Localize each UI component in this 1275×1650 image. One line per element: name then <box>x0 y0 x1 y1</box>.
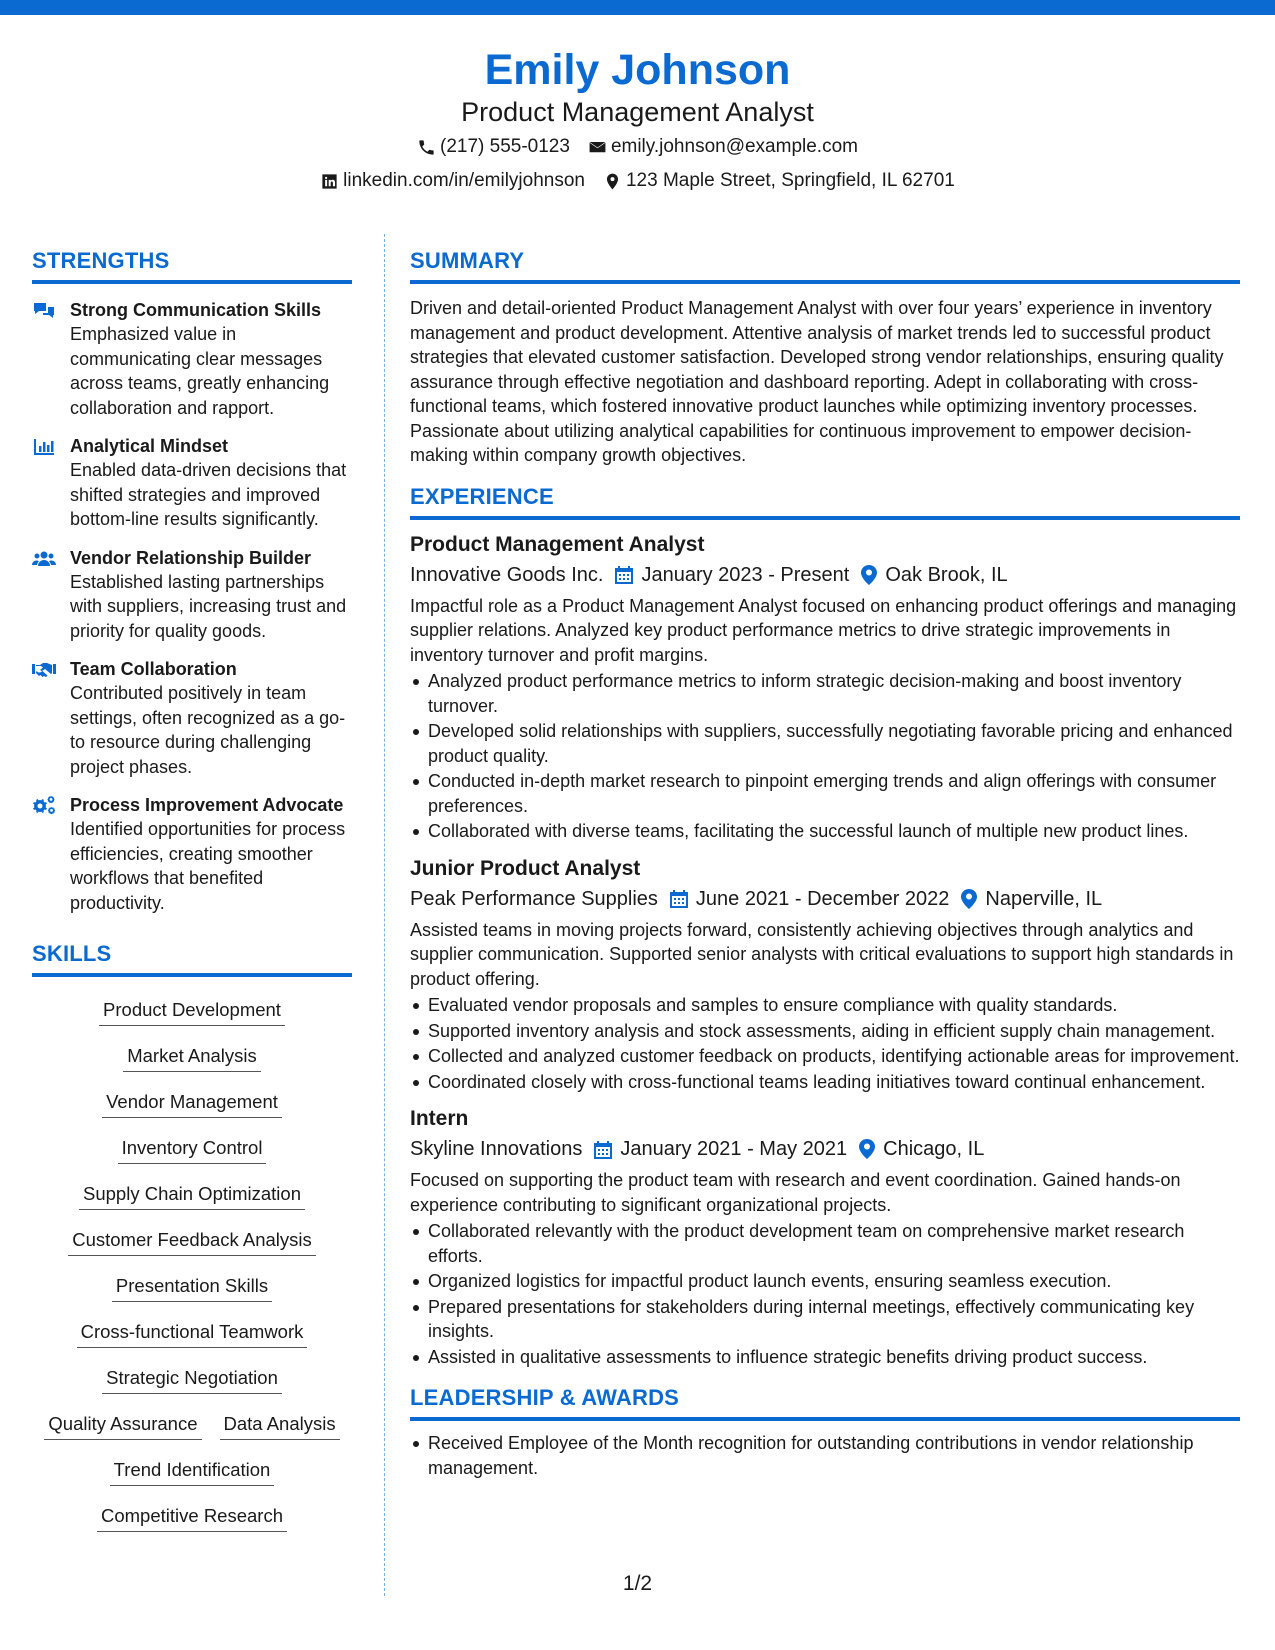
summary-text: Driven and detail-oriented Product Management Analyst with over four years’ experience in inventory management and product development. Attentive analysis of market trends led to successful product strategies that elevated customer satisfaction. Developed strong vendor relationships, ensuring quality assurance through effective negotiation and dashboard reporting. Adept in collaborating with cross-functional teams, which fostered innovative product launches while optimizing inventory processes. Passionate about utilizing analytical capabilities for continuous improvement to empower decision-making within company growth objectives. <box>410 298 1224 465</box>
job-dates: June 2021 - December 2022 <box>695 887 950 910</box>
job-bullet: Collaborated relevantly with the product development team on comprehensive market research efforts. <box>410 1219 1240 1268</box>
skills-row <box>32 1035 352 1081</box>
skill-tag: Inventory Control <box>118 1135 267 1164</box>
phone-icon <box>417 138 436 157</box>
job-bullet: Prepared presentations for stakeholders during internal meetings, effectively communicating key insights. <box>410 1295 1240 1344</box>
job-bullet: Coordinated closely with cross-functional teams leading initiatives toward continual enhancement. <box>410 1070 1240 1095</box>
right-column <box>410 246 1240 1481</box>
job-description: Assisted teams in moving projects forward, consistently achieving objectives through analytics and supplier communication. Supported senior analysts with critical evaluations to support high standards in product offering. <box>410 919 1234 989</box>
calendar-icon <box>594 1140 612 1159</box>
skills-list <box>32 989 352 1541</box>
job-bullet: Assisted in qualitative assessments to influence strategic benefits driving product success. <box>410 1345 1240 1370</box>
linkedin-text[interactable]: linkedin.com/in/emilyjohnson <box>343 170 585 191</box>
contact-row-1 <box>0 132 1275 162</box>
skill-tag: Trend Identification <box>110 1457 275 1486</box>
job-company: Peak Performance Supplies <box>410 887 658 910</box>
job-title: Junior Product Analyst <box>410 856 641 880</box>
skills-row <box>32 1357 352 1403</box>
strength-desc: Established lasting partnerships with suppliers, increasing trust and priority for quality goods. <box>70 571 347 641</box>
bar-chart-icon <box>32 437 56 457</box>
job-meta <box>410 884 1240 914</box>
skill-tag: Strategic Negotiation <box>102 1365 282 1394</box>
skill-tag: Market Analysis <box>123 1043 261 1072</box>
job-entry <box>410 530 1240 844</box>
handshake-icon <box>32 660 56 680</box>
job-bullet: Evaluated vendor proposals and samples to ensure compliance with quality standards. <box>410 993 1240 1018</box>
top-accent-bar <box>0 0 1275 15</box>
skills-row <box>32 1127 352 1173</box>
linkedin-contact[interactable] <box>320 166 585 196</box>
email-text[interactable]: emily.johnson@example.com <box>610 136 858 157</box>
job-bullet: Collected and analyzed customer feedback on products, identifying actionable areas for improvement. <box>410 1044 1240 1069</box>
job-bullet: Analyzed product performance metrics to inform strategic decision-making and boost inventory turnover. <box>410 669 1240 718</box>
skill-tag: Vendor Management <box>102 1089 282 1118</box>
left-column <box>32 246 352 1541</box>
skills-row <box>32 1495 352 1541</box>
skill-tag: Presentation Skills <box>112 1273 272 1302</box>
users-icon <box>32 549 56 569</box>
address-text: 123 Maple Street, Springfield, IL 62701 <box>625 170 955 191</box>
map-pin-icon <box>859 1139 875 1159</box>
skills-heading: SKILLS <box>32 939 352 977</box>
strength-item <box>32 546 352 644</box>
skills-row <box>32 1311 352 1357</box>
calendar-icon <box>670 889 688 908</box>
job-bullet: Developed solid relationships with suppliers, successfully negotiating favorable pricing and enhanced product quality. <box>410 719 1240 768</box>
skill-tag: Quality Assurance <box>44 1411 201 1440</box>
linkedin-icon <box>320 172 339 191</box>
job-bullets <box>410 669 1240 844</box>
map-pin-icon <box>861 565 877 585</box>
skills-row <box>32 1403 352 1449</box>
skills-row <box>32 1265 352 1311</box>
skills-row <box>32 989 352 1035</box>
job-bullets <box>410 993 1240 1094</box>
strength-desc: Enabled data-driven decisions that shifted strategies and improved bottom-line results significantly. <box>70 460 347 529</box>
resume-header <box>0 40 1275 196</box>
job-bullets <box>410 1219 1240 1369</box>
map-pin-icon <box>961 889 977 909</box>
skills-row <box>32 1449 352 1495</box>
job-meta <box>410 1134 1240 1164</box>
experience-list <box>410 530 1240 1370</box>
skill-tag: Customer Feedback Analysis <box>68 1227 316 1256</box>
strengths-heading: STRENGTHS <box>32 246 352 284</box>
strength-desc: Emphasized value in communicating clear messages across teams, greatly enhancing collaboration and rapport. <box>70 324 330 418</box>
strength-item <box>32 298 352 420</box>
page-number: 1/2 <box>622 1572 653 1595</box>
skill-tag: Data Analysis <box>220 1411 340 1440</box>
skill-tag: Supply Chain Optimization <box>79 1181 305 1210</box>
strength-desc: Contributed positively in team settings, often recognized as a go-to resource during challenging project phases. <box>70 683 346 777</box>
job-dates: January 2021 - May 2021 <box>620 1138 848 1160</box>
strength-title: Strong Communication Skills <box>70 300 322 320</box>
chat-icon <box>32 301 56 321</box>
summary-heading: SUMMARY <box>410 246 1240 284</box>
strength-item <box>32 434 352 532</box>
phone-text: (217) 555-0123 <box>440 136 570 157</box>
candidate-name: Emily Johnson <box>484 46 791 94</box>
strength-title: Analytical Mindset <box>70 436 229 456</box>
job-description: Focused on supporting the product team with research and event coordination. Gained hands-on experience contributing to significant organizational projects. <box>410 1170 1181 1215</box>
strength-item <box>32 657 352 779</box>
strength-title: Process Improvement Advocate <box>70 795 344 815</box>
phone-contact <box>417 132 570 162</box>
strength-title: Vendor Relationship Builder <box>70 547 312 568</box>
strength-item <box>32 793 352 915</box>
skills-row <box>32 1081 352 1127</box>
job-title: Intern <box>410 1107 469 1130</box>
job-company: Innovative Goods Inc. <box>410 563 604 586</box>
job-description: Impactful role as a Product Management Analyst focused on enhancing product offerings and managing supplier relations. Analyzed key product performance metrics to drive strategic improvements in inventory turnover and profit margins. <box>410 595 1237 665</box>
experience-heading: EXPERIENCE <box>410 482 1240 520</box>
strength-desc: Identified opportunities for process efficiencies, creating smoother workflows that benefited productivity. <box>70 819 346 913</box>
job-location: Chicago, IL <box>883 1138 985 1160</box>
job-title: Product Management Analyst <box>410 532 705 556</box>
envelope-icon <box>588 138 607 157</box>
job-bullet: Conducted in-depth market research to pinpoint emerging trends and align offerings with consumer preferences. <box>410 769 1240 818</box>
skill-tag: Competitive Research <box>97 1503 287 1532</box>
job-bullet: Organized logistics for impactful product launch events, ensuring seamless execution. <box>410 1269 1240 1294</box>
gears-icon <box>32 796 56 816</box>
job-bullet: Collaborated with diverse teams, facilitating the successful launch of multiple new product lines. <box>410 819 1240 844</box>
leadership-bullet: Received Employee of the Month recognition for outstanding contributions in vendor relationship management. <box>410 1431 1240 1480</box>
map-pin-icon <box>603 172 622 191</box>
candidate-role: Product Management Analyst <box>461 97 814 127</box>
job-location: Oak Brook, IL <box>885 563 1008 586</box>
column-divider <box>384 234 385 1596</box>
job-bullet: Supported inventory analysis and stock assessments, aiding in efficient supply chain management. <box>410 1019 1240 1044</box>
leadership-heading: LEADERSHIP & AWARDS <box>410 1383 1240 1421</box>
email-contact[interactable] <box>588 132 858 162</box>
address-contact <box>603 166 955 196</box>
job-entry <box>410 1104 1240 1369</box>
skills-row <box>32 1219 352 1265</box>
job-dates: January 2023 - Present <box>641 563 850 586</box>
strength-title: Team Collaboration <box>70 659 237 679</box>
skill-tag: Product Development <box>99 997 285 1026</box>
calendar-icon <box>615 565 633 584</box>
job-meta <box>410 560 1240 590</box>
job-entry <box>410 854 1240 1095</box>
job-company: Skyline Innovations <box>410 1138 583 1160</box>
skills-row <box>32 1173 352 1219</box>
leadership-list <box>410 1431 1240 1480</box>
skill-tag: Cross-functional Teamwork <box>77 1319 308 1348</box>
job-location: Naperville, IL <box>985 887 1103 910</box>
contact-row-2 <box>0 166 1275 196</box>
